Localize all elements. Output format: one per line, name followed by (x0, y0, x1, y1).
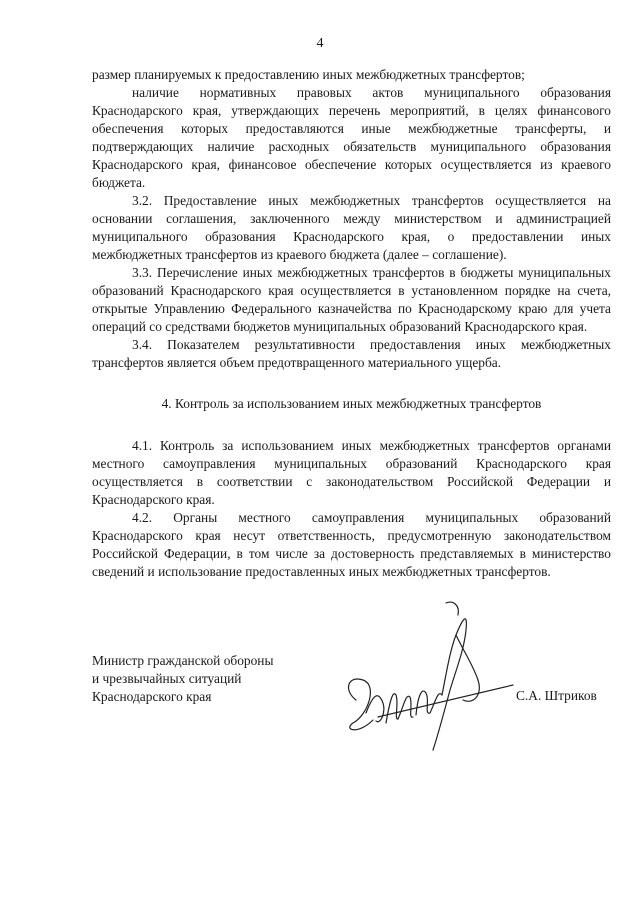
paragraph: 4.1. Контроль за использованием иных межбюджетных трансфертов органами местного самоуправления муниципальных образований Краснодарского края осуществляется в соответствии с законодательством Российской Федерации и Краснодарского края. (92, 438, 611, 507)
paragraph: 3.2. Предоставление иных межбюджетных трансфертов осуществляется на основании соглашения, заключенного между министерством и администрацией муниципального образования Краснодарского края, о предоставлении иных межбюджетных трансфертов из краевого бюджета (далее – соглашение). (92, 193, 611, 262)
paragraph: 3.3. Перечисление иных межбюджетных трансфертов в бюджеты муниципальных образований Краснодарского края осуществляется в установленном порядке на счета, открытые Управлению Федерального казначейства по Краснодарскому краю для учета операций со средствами бюджетов муниципальных образований Краснодарского края. (92, 265, 611, 334)
signatory-title-line: Министр гражданской обороны (92, 653, 274, 668)
paragraph: 3.4. Показателем результативности предоставления иных межбюджетных трансфертов является объем предотвращенного материального ущерба. (92, 337, 611, 370)
signatory-title (92, 652, 273, 706)
signatory-title-line: и чрезвычайных ситуаций (92, 671, 242, 686)
document-body (92, 66, 611, 581)
paragraph: 4.2. Органы местного самоуправления муниципальных образований Краснодарского края несут ответственность, предусмотренную законодательством Российской Федерации, в том числе за достоверность представляемых в министерство сведений и использование предоставленных иных межбюджетных трансфертов. (92, 510, 611, 579)
page-number: 4 (316, 36, 324, 51)
signatory-title-line: Краснодарского края (92, 689, 212, 704)
paragraph: размер планируемых к предоставлению иных межбюджетных трансфертов; (92, 67, 525, 82)
handwritten-signature (338, 595, 518, 755)
paragraph: наличие нормативных правовых актов муниципального образования Краснодарского края, утверждающих перечень мероприятий, в целях финансового обеспечения которых предоставляются иные межбюджетные трансферты, и подтверждающих наличие расходных обязательств муниципального образования Краснодарского края, финансовое обеспечение которых осуществляется из краевого бюджета. (92, 85, 611, 190)
section-title: 4. Контроль за использованием иных межбюджетных трансфертов (161, 396, 542, 411)
signatory-name: С.А. Штриков (516, 688, 597, 703)
